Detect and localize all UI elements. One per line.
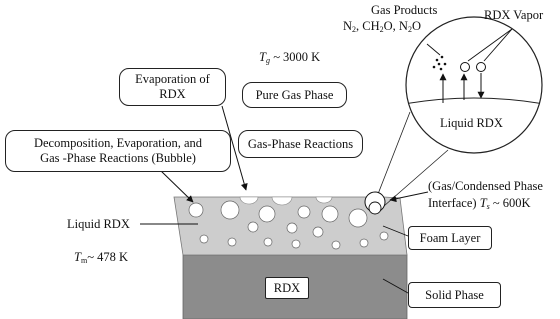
foam-layer-box <box>408 226 492 250</box>
bubble <box>200 235 208 243</box>
rdx-vapor-label: RDX Vapor <box>484 8 544 22</box>
vapor-molecule <box>477 63 486 72</box>
bubble <box>322 206 338 222</box>
rdx-box <box>265 277 309 299</box>
gas-products-label: Gas Products <box>371 3 438 17</box>
gas-phase-reactions-label: Gas-Phase Reactions <box>247 136 354 151</box>
bubble <box>313 227 323 237</box>
melt-temperature-label: $T_m\sim$ 478 K <box>74 250 128 265</box>
gas-temperature-label: $T_g$ ~ 3000 K <box>259 50 321 65</box>
zoom-circle <box>406 17 542 153</box>
solid-phase-box <box>408 282 501 308</box>
evaporation-label-line2: RDX <box>159 87 186 101</box>
rdx-label: RDX <box>273 280 301 295</box>
bubble <box>189 203 203 217</box>
bubble <box>332 241 340 249</box>
interface-label-line2: Interface) $T_s$ ~ 600K <box>428 196 531 211</box>
bubble <box>228 238 236 246</box>
vapor-molecule <box>461 63 470 72</box>
zoom-liquid-rdx-label: Liquid RDX <box>440 116 503 130</box>
pure-gas-phase-label: Pure Gas Phase <box>255 87 334 102</box>
bubble <box>292 240 300 248</box>
decomposition-box <box>5 130 231 172</box>
evaporation-box <box>119 68 226 106</box>
bubble <box>287 223 297 233</box>
bubble <box>248 222 258 232</box>
bubble <box>221 201 239 219</box>
zoom-connector-line <box>378 112 410 194</box>
decomposition-label-line1: Decomposition, Evaporation, and <box>33 136 203 150</box>
solid-phase-label: Solid Phase <box>425 287 484 302</box>
bubble <box>360 239 368 247</box>
pure-gas-phase-box <box>242 82 347 108</box>
bubble <box>264 238 272 246</box>
interface-bubble <box>369 202 381 214</box>
bubble <box>349 209 367 227</box>
bubble <box>259 206 275 222</box>
bubble <box>380 232 388 240</box>
evaporation-label-line1: Evaporation of <box>135 72 210 86</box>
bubble <box>298 206 310 218</box>
interface-label-line1: (Gas/Condensed Phase <box>428 179 543 193</box>
gas-phase-reactions-box <box>238 130 363 158</box>
decomposition-label-line2: Gas -Phase Reactions (Bubble) <box>40 151 196 165</box>
foam-layer-label: Foam Layer <box>419 230 481 245</box>
liquid-rdx-label: Liquid RDX <box>67 217 130 231</box>
gas-products-formula: $N_2$, $CH_2O$, $N_2O$ <box>343 19 421 34</box>
